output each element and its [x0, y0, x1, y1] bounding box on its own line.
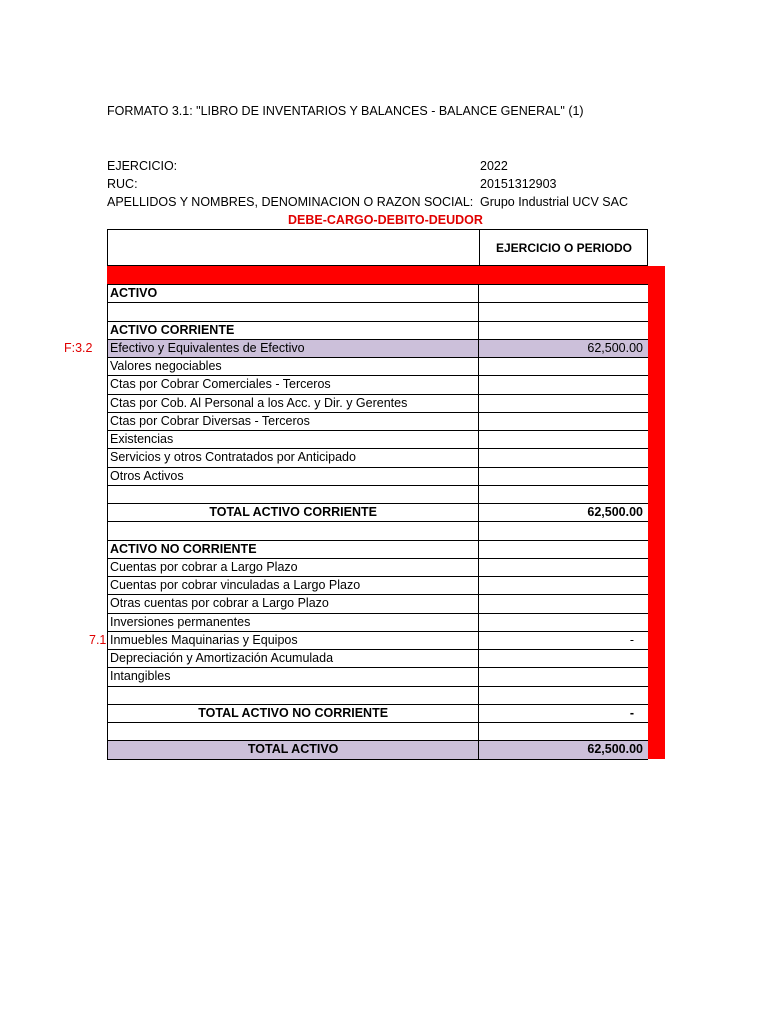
table-row — [107, 541, 648, 559]
row-label[interactable]: Inmuebles Maquinarias y Equipos — [108, 632, 479, 649]
table-row — [107, 723, 648, 741]
table-row — [107, 577, 648, 595]
row-value[interactable] — [479, 650, 648, 667]
row-value[interactable] — [479, 522, 648, 539]
row-label[interactable]: ACTIVO — [108, 285, 479, 302]
table-row — [107, 632, 648, 650]
side-label-efectivo: F:3.2 — [64, 341, 93, 355]
table-row — [107, 376, 648, 394]
table-row — [107, 559, 648, 577]
table-row — [107, 687, 648, 705]
row-label[interactable]: TOTAL ACTIVO — [108, 741, 479, 758]
row-value[interactable]: - — [629, 632, 634, 647]
row-value[interactable] — [479, 614, 648, 631]
row-value[interactable] — [479, 468, 648, 485]
row-label[interactable]: Servicios y otros Contratados por Anticipado — [108, 449, 479, 466]
row-label[interactable]: Efectivo y Equivalentes de Efectivo — [108, 340, 479, 357]
row-label[interactable] — [108, 723, 479, 740]
ejercicio-value: 2022 — [480, 159, 508, 173]
table-row — [107, 522, 648, 540]
row-value[interactable] — [479, 358, 648, 375]
razon-social-value: Grupo Industrial UCV SAC — [480, 195, 628, 209]
row-label[interactable] — [108, 486, 479, 503]
table-row — [107, 668, 648, 686]
table-row — [107, 449, 648, 467]
row-value[interactable] — [479, 431, 648, 448]
row-value[interactable] — [479, 449, 648, 466]
row-value[interactable] — [479, 668, 648, 685]
table-row — [107, 431, 648, 449]
row-label[interactable] — [108, 522, 479, 539]
side-label-inmuebles: 7.1 — [89, 633, 107, 647]
row-value[interactable] — [479, 322, 648, 339]
row-label[interactable]: Ctas por Cobrar Comerciales - Terceros — [108, 376, 479, 393]
row-label[interactable]: Valores negociables — [108, 358, 479, 375]
column-header: EJERCICIO O PERIODO — [495, 240, 633, 255]
table-row — [107, 504, 648, 522]
row-value[interactable] — [479, 376, 648, 393]
table-row — [107, 303, 648, 321]
row-value[interactable] — [479, 303, 648, 320]
table-row — [107, 595, 648, 613]
table-row — [107, 395, 648, 413]
table-row — [107, 741, 648, 759]
row-value[interactable]: 62,500.00 — [587, 340, 643, 355]
table-row — [107, 614, 648, 632]
row-value[interactable] — [479, 559, 648, 576]
row-value[interactable] — [479, 285, 648, 302]
row-label[interactable]: ACTIVO NO CORRIENTE — [108, 541, 479, 558]
row-label[interactable]: ACTIVO CORRIENTE — [108, 322, 479, 339]
row-value[interactable] — [479, 395, 648, 412]
table-row — [107, 322, 648, 340]
row-label[interactable]: Cuentas por cobrar vinculadas a Largo Plazo — [108, 577, 479, 594]
row-value[interactable] — [479, 687, 648, 704]
row-label[interactable]: TOTAL ACTIVO NO CORRIENTE — [108, 705, 479, 722]
row-label[interactable]: Intangibles — [108, 668, 479, 685]
debe-label: DEBE-CARGO-DEBITO-DEUDOR — [288, 213, 483, 227]
table-row — [107, 650, 648, 668]
ruc-value: 20151312903 — [480, 177, 557, 191]
row-label[interactable]: Cuentas por cobrar a Largo Plazo — [108, 559, 479, 576]
row-label[interactable]: Ctas por Cobrar Diversas - Terceros — [108, 413, 479, 430]
razon-social-label: APELLIDOS Y NOMBRES, DENOMINACION O RAZON SOCIAL: — [107, 195, 474, 209]
row-label[interactable]: Otros Activos — [108, 468, 479, 485]
red-bar-top — [107, 266, 665, 284]
row-value[interactable] — [479, 595, 648, 612]
row-label[interactable]: Existencias — [108, 431, 479, 448]
row-label[interactable] — [108, 687, 479, 704]
row-value[interactable] — [479, 486, 648, 503]
table-row — [107, 340, 648, 358]
row-label[interactable] — [108, 303, 479, 320]
table-row — [107, 285, 648, 303]
row-label[interactable]: Inversiones permanentes — [108, 614, 479, 631]
row-value[interactable]: 62,500.00 — [587, 505, 643, 519]
ejercicio-label: EJERCICIO: — [107, 159, 178, 173]
row-value[interactable] — [479, 541, 648, 558]
row-value[interactable] — [479, 413, 648, 430]
row-label[interactable]: Ctas por Cob. Al Personal a los Acc. y Dir. y Gerentes — [108, 395, 479, 412]
ruc-label: RUC: — [107, 177, 138, 191]
table-row — [107, 486, 648, 504]
table-row — [107, 413, 648, 431]
row-label[interactable]: TOTAL ACTIVO CORRIENTE — [108, 504, 479, 521]
row-label[interactable]: Depreciación y Amortización Acumulada — [108, 650, 479, 667]
table-row — [107, 705, 648, 723]
row-label[interactable]: Otras cuentas por cobrar a Largo Plazo — [108, 595, 479, 612]
row-value[interactable] — [479, 723, 648, 740]
row-value[interactable]: 62,500.00 — [587, 742, 643, 757]
row-value[interactable]: - — [629, 705, 634, 720]
row-value[interactable] — [479, 577, 648, 594]
red-bar-right — [648, 266, 665, 759]
balance-table — [107, 284, 648, 760]
document-title: FORMATO 3.1: "LIBRO DE INVENTARIOS Y BALANCES - BALANCE GENERAL" (1) — [107, 104, 584, 118]
table-row — [107, 468, 648, 486]
table-row — [107, 358, 648, 376]
